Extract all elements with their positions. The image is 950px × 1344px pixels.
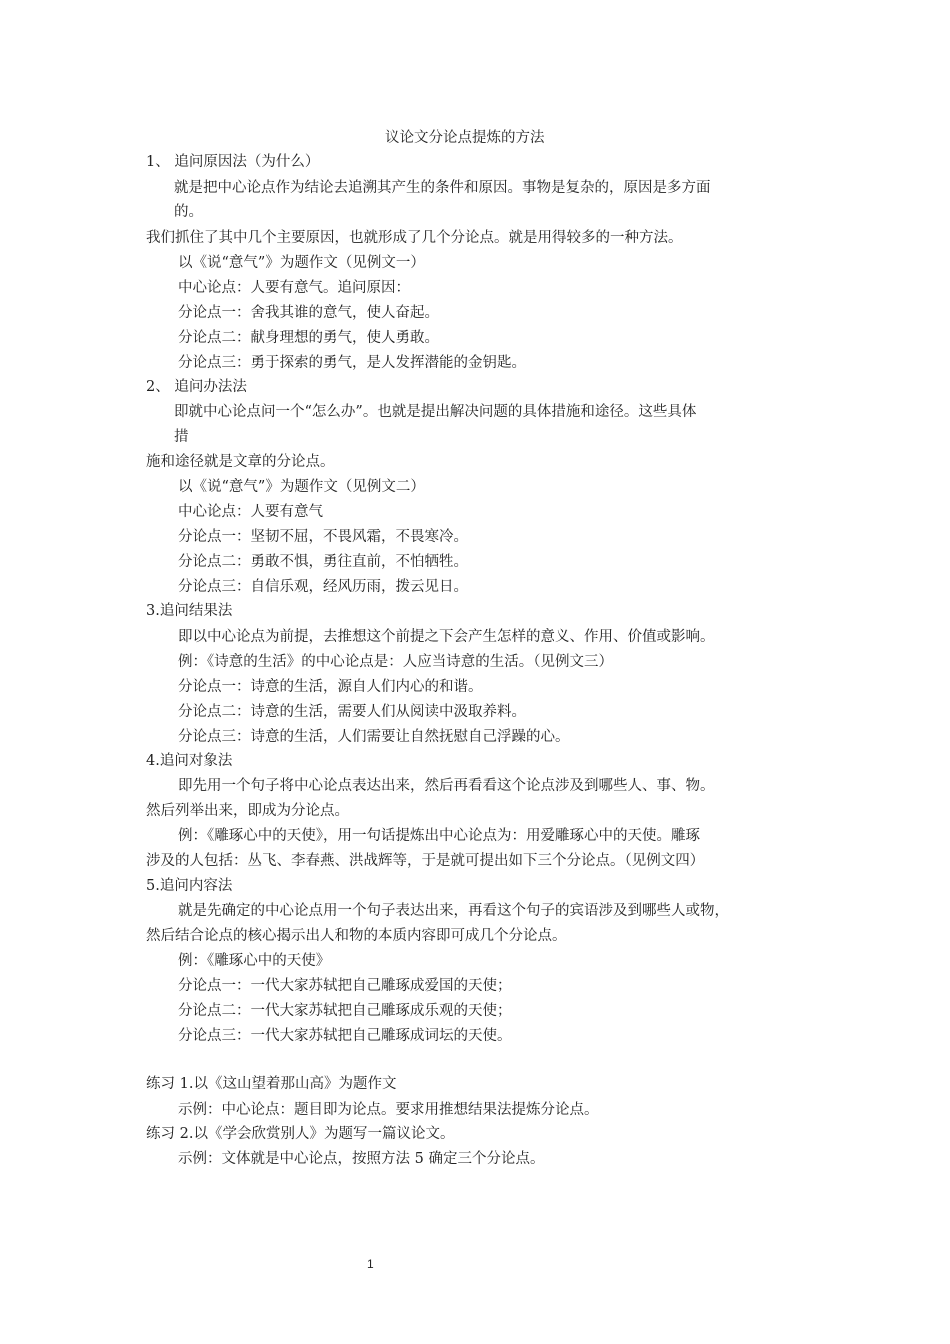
section-5-point-2: 分论点二：一代大家苏轼把自己雕琢成乐观的天使； bbox=[178, 1003, 512, 1019]
section-1-point-2: 分论点二：献身理想的勇气，使人勇敢。 bbox=[178, 330, 439, 346]
section-5-heading: 5.追问内容法 bbox=[146, 878, 233, 894]
section-3-desc-line-1: 即以中心论点为前提，去推想这个前提之下会产生怎样的意义、作用、价值或影响。 bbox=[178, 629, 715, 645]
section-1-heading: 1、 追问原因法（为什么） bbox=[146, 154, 320, 170]
section-1-desc-line-3: 我们抓住了其中几个主要原因，也就形成了几个分论点。就是用得较多的一种方法。 bbox=[146, 230, 683, 246]
exercise-2-title: 练习 2.以《学会欣赏别人》为题写一篇议论文。 bbox=[146, 1126, 455, 1142]
section-2-central: 中心论点：人要有意气 bbox=[178, 504, 323, 520]
section-4-desc-line-4: 涉及的人包括：丛飞、李春燕、洪战辉等，于是就可提出如下三个分论点。（见例文四） bbox=[146, 853, 705, 869]
section-1-central: 中心论点：人要有意气。追问原因： bbox=[178, 280, 410, 296]
section-5-point-3: 分论点三：一代大家苏轼把自己雕琢成词坛的天使。 bbox=[178, 1028, 512, 1044]
section-1-desc-line-1: 就是把中心论点作为结论去追溯其产生的条件和原因。事物是复杂的，原因是多方面 bbox=[174, 180, 711, 196]
section-4-desc-line-1: 即先用一个句子将中心论点表达出来，然后再看看这个论点涉及到哪些人、事、物。 bbox=[178, 778, 715, 794]
section-2-desc-line-2: 措 bbox=[174, 429, 189, 445]
section-1-example: 以《说“意气”》为题作文（见例文一） bbox=[178, 255, 425, 271]
section-4-desc-line-2: 然后列举出来，即成为分论点。 bbox=[146, 803, 349, 819]
exercise-1-text: 示例：中心论点：题目即为论点。要求用推想结果法提炼分论点。 bbox=[178, 1102, 599, 1118]
section-1-desc-line-2: 的。 bbox=[174, 204, 203, 220]
section-2-point-3: 分论点三：自信乐观，经风历雨，拨云见日。 bbox=[178, 579, 468, 595]
section-2-desc-line-1: 即就中心论点问一个“怎么办”。也就是提出解决问题的具体措施和途径。这些具体 bbox=[174, 404, 697, 420]
section-3-example: 例：《诗意的生活》的中心论点是：人应当诗意的生活。（见例文三） bbox=[178, 654, 613, 670]
section-2-heading: 2、 追问办法法 bbox=[146, 379, 247, 395]
section-5-desc-line-1: 就是先确定的中心论点用一个句子表达出来，再看这个句子的宾语涉及到哪些人或物， bbox=[178, 903, 729, 919]
section-2-example: 以《说“意气”》为题作文（见例文二） bbox=[178, 479, 425, 495]
section-5-example: 例：《雕琢心中的天使》 bbox=[178, 953, 331, 969]
document-title: 议论文分论点提炼的方法 bbox=[385, 130, 545, 146]
exercise-1-title: 练习 1.以《这山望着那山高》为题作文 bbox=[146, 1076, 397, 1092]
section-5-desc-line-2: 然后结合论点的核心揭示出人和物的本质内容即可成几个分论点。 bbox=[146, 928, 567, 944]
section-3-point-1: 分论点一：诗意的生活，源自人们内心的和谐。 bbox=[178, 679, 483, 695]
section-1-point-3: 分论点三：勇于探索的勇气，是人发挥潜能的金钥匙。 bbox=[178, 355, 526, 371]
section-1-point-1: 分论点一：舍我其谁的意气，使人奋起。 bbox=[178, 305, 439, 321]
section-4-desc-line-3: 例：《雕琢心中的天使》，用一句话提炼出中心论点为：用爱雕琢心中的天使。雕琢 bbox=[178, 828, 700, 844]
section-2-point-2: 分论点二：勇敢不惧，勇往直前，不怕牺牲。 bbox=[178, 554, 468, 570]
section-4-heading: 4.追问对象法 bbox=[146, 753, 233, 769]
section-5-point-1: 分论点一：一代大家苏轼把自己雕琢成爱国的天使； bbox=[178, 978, 512, 994]
section-3-point-2: 分论点二：诗意的生活，需要人们从阅读中汲取养料。 bbox=[178, 704, 526, 720]
section-2-point-1: 分论点一：坚韧不屈，不畏风霜，不畏寒冷。 bbox=[178, 529, 468, 545]
section-2-desc-line-3: 施和途径就是文章的分论点。 bbox=[146, 454, 335, 470]
section-3-heading: 3.追问结果法 bbox=[146, 603, 233, 619]
exercise-2-text: 示例：文体就是中心论点，按照方法 5 确定三个分论点。 bbox=[178, 1151, 545, 1167]
page-number: 1 bbox=[367, 1257, 374, 1271]
section-3-point-3: 分论点三：诗意的生活，人们需要让自然抚慰自己浮躁的心。 bbox=[178, 729, 570, 745]
